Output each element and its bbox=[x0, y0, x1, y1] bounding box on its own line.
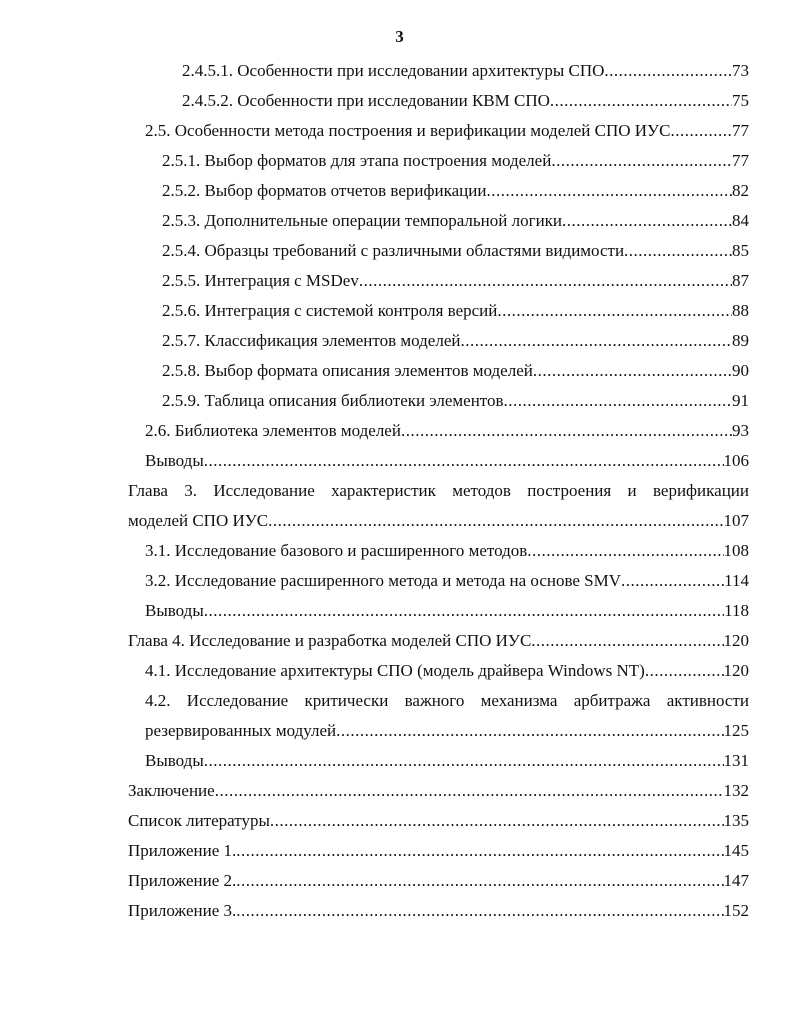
toc-entry-2-5-2 bbox=[162, 176, 749, 206]
toc-entry-2-6 bbox=[145, 416, 749, 446]
dot-leader bbox=[401, 416, 732, 446]
toc-entry-page: 131 bbox=[723, 751, 749, 770]
toc-entry-3-1 bbox=[145, 536, 749, 566]
toc-entry-title: Список литературы bbox=[128, 811, 270, 830]
toc-entry-page: 125 bbox=[723, 721, 749, 740]
toc-entry-title: 2.5.8. Выбор формата описания элементов моделей bbox=[162, 361, 533, 380]
toc-entry-title: 2.5. Особенности метода построения и верификации моделей СПО ИУС bbox=[145, 121, 671, 140]
toc-entry-chapter-3-line1 bbox=[128, 476, 749, 506]
dot-leader bbox=[645, 656, 724, 686]
dot-leader bbox=[527, 536, 723, 566]
toc-entry-2-5-9 bbox=[162, 386, 749, 416]
toc-entry-title: 2.5.1. Выбор форматов для этапа построения моделей bbox=[162, 151, 552, 170]
toc-entry-chapter-3 bbox=[128, 506, 749, 536]
toc-entry-appendix-3 bbox=[128, 896, 749, 926]
toc-entry-page: 75 bbox=[732, 91, 749, 110]
toc-entry-title: 3.1. Исследование базового и расширенного методов bbox=[145, 541, 528, 560]
dot-leader bbox=[621, 566, 724, 596]
toc-entry-title: Выводы bbox=[145, 451, 204, 470]
toc-entry-conclusions-ch4 bbox=[145, 746, 749, 776]
toc-entry-page: 91 bbox=[732, 391, 749, 410]
toc-entry-title: 2.4.5.2. Особенности при исследовании КВМ СПО bbox=[182, 91, 550, 110]
toc-entry-2-5-5 bbox=[162, 266, 749, 296]
toc-entry-title: Приложение 2. bbox=[128, 871, 237, 890]
dot-leader bbox=[486, 176, 732, 206]
dot-leader bbox=[551, 146, 732, 176]
dot-leader bbox=[531, 626, 723, 656]
toc-entry-page: 120 bbox=[723, 661, 749, 680]
toc-entry-page: 147 bbox=[723, 871, 749, 890]
dot-leader bbox=[204, 746, 724, 776]
toc-entry-page: 89 bbox=[732, 331, 749, 350]
toc-entry-2-5-6 bbox=[162, 296, 749, 326]
toc-entry-references bbox=[128, 806, 749, 836]
toc-entry-conclusion bbox=[128, 776, 749, 806]
toc-entry-title: 4.1. Исследование архитектуры СПО (модель драйвера Windows NT) bbox=[145, 661, 645, 680]
toc-entry-4-2-line1 bbox=[145, 686, 749, 716]
dot-leader bbox=[604, 56, 732, 86]
dot-leader bbox=[624, 236, 732, 266]
toc-entry-page: 145 bbox=[723, 841, 749, 860]
toc-entry-title: Глава 4. Исследование и разработка моделей СПО ИУС bbox=[128, 631, 532, 650]
toc-entry-page: 90 bbox=[732, 361, 749, 380]
dot-leader bbox=[204, 446, 724, 476]
toc-entry-title-continued: резервированных модулей bbox=[145, 721, 337, 740]
dot-leader bbox=[359, 266, 732, 296]
toc-entry-title: 2.6. Библиотека элементов моделей bbox=[145, 421, 401, 440]
toc-entry-page: 118 bbox=[724, 601, 749, 620]
dot-leader bbox=[268, 506, 723, 536]
toc-entry-page: 88 bbox=[732, 301, 749, 320]
dot-leader bbox=[270, 806, 724, 836]
toc-entry-page: 82 bbox=[732, 181, 749, 200]
toc-entry-title: Приложение 1. bbox=[128, 841, 237, 860]
toc-entry-4-1 bbox=[145, 656, 749, 686]
dot-leader bbox=[215, 776, 724, 806]
toc-entry-conclusions-ch3 bbox=[145, 596, 749, 626]
toc-entry-title: 3.2. Исследование расширенного метода и метода на основе SMV bbox=[145, 571, 622, 590]
toc-entry-chapter-4 bbox=[128, 626, 749, 656]
toc-entry-title: 2.5.5. Интеграция с MSDev bbox=[162, 271, 359, 290]
toc-entry-title: 2.5.4. Образцы требований с различными областями видимости bbox=[162, 241, 625, 260]
dot-leader bbox=[204, 596, 724, 626]
toc-entry-page: 87 bbox=[732, 271, 749, 290]
toc-entry-title: 2.5.2. Выбор форматов отчетов верификации bbox=[162, 181, 487, 200]
toc-entry-page: 84 bbox=[732, 211, 749, 230]
toc-entry-2-5-8 bbox=[162, 356, 749, 386]
toc-entry-page: 77 bbox=[732, 151, 749, 170]
toc-entry-2-5-3 bbox=[162, 206, 749, 236]
toc-entry-2-4-5-2 bbox=[182, 86, 749, 116]
dot-leader bbox=[533, 356, 732, 386]
toc-entry-title: 4.2. Исследование критически важного механизма арбитража активности bbox=[145, 691, 749, 710]
toc-entry-2-5-1 bbox=[162, 146, 749, 176]
toc-entry-2-5-4 bbox=[162, 236, 749, 266]
dot-leader bbox=[497, 296, 732, 326]
toc-entry-title: Приложение 3. bbox=[128, 901, 237, 920]
toc-entry-title: Выводы bbox=[145, 751, 204, 770]
toc-entry-title: 2.5.6. Интеграция с системой контроля версий bbox=[162, 301, 498, 320]
dot-leader bbox=[504, 386, 732, 416]
toc-entry-3-2 bbox=[145, 566, 749, 596]
dot-leader bbox=[336, 716, 723, 746]
toc-entry-title: 2.5.3. Дополнительные операции темпоральной логики bbox=[162, 211, 563, 230]
toc-entry-conclusions-ch2 bbox=[145, 446, 749, 476]
toc-entry-page: 93 bbox=[732, 421, 749, 440]
toc-entry-title-continued: моделей СПО ИУС bbox=[128, 511, 269, 530]
toc-entry-appendix-2 bbox=[128, 866, 749, 896]
toc-entry-page: 106 bbox=[723, 451, 749, 470]
toc-entry-page: 132 bbox=[723, 781, 749, 800]
toc-entry-2-5 bbox=[145, 116, 749, 146]
dot-leader bbox=[562, 206, 732, 236]
page-number: 3 bbox=[395, 27, 404, 46]
toc-entry-page: 85 bbox=[732, 241, 749, 260]
dot-leader bbox=[460, 326, 732, 356]
toc-entry-page: 77 bbox=[732, 121, 749, 140]
dot-leader bbox=[236, 896, 723, 926]
toc-entry-title: Глава 3. Исследование характеристик методов построения и верификации bbox=[128, 481, 749, 500]
toc-entry-title: Заключение bbox=[128, 781, 215, 800]
toc-entry-page: 108 bbox=[723, 541, 749, 560]
toc-entry-page: 73 bbox=[732, 61, 749, 80]
toc-entry-2-5-7 bbox=[162, 326, 749, 356]
toc-entry-4-2 bbox=[145, 716, 749, 746]
dot-leader bbox=[670, 116, 732, 146]
toc-entry-page: 107 bbox=[723, 511, 749, 530]
toc-entry-title: 2.4.5.1. Особенности при исследовании архитектуры СПО bbox=[182, 61, 605, 80]
dot-leader bbox=[236, 836, 723, 866]
toc-entry-page: 152 bbox=[723, 901, 749, 920]
toc-entry-page: 135 bbox=[723, 811, 749, 830]
toc-entry-title: Выводы bbox=[145, 601, 204, 620]
dot-leader bbox=[550, 86, 732, 116]
toc-entry-2-4-5-1 bbox=[182, 56, 749, 86]
dot-leader bbox=[236, 866, 723, 896]
toc-entry-page: 114 bbox=[724, 571, 749, 590]
toc-entry-title: 2.5.7. Классификация элементов моделей bbox=[162, 331, 461, 350]
toc-entry-page: 120 bbox=[723, 631, 749, 650]
toc-entry-appendix-1 bbox=[128, 836, 749, 866]
toc-entry-title: 2.5.9. Таблица описания библиотеки элементов bbox=[162, 391, 504, 410]
